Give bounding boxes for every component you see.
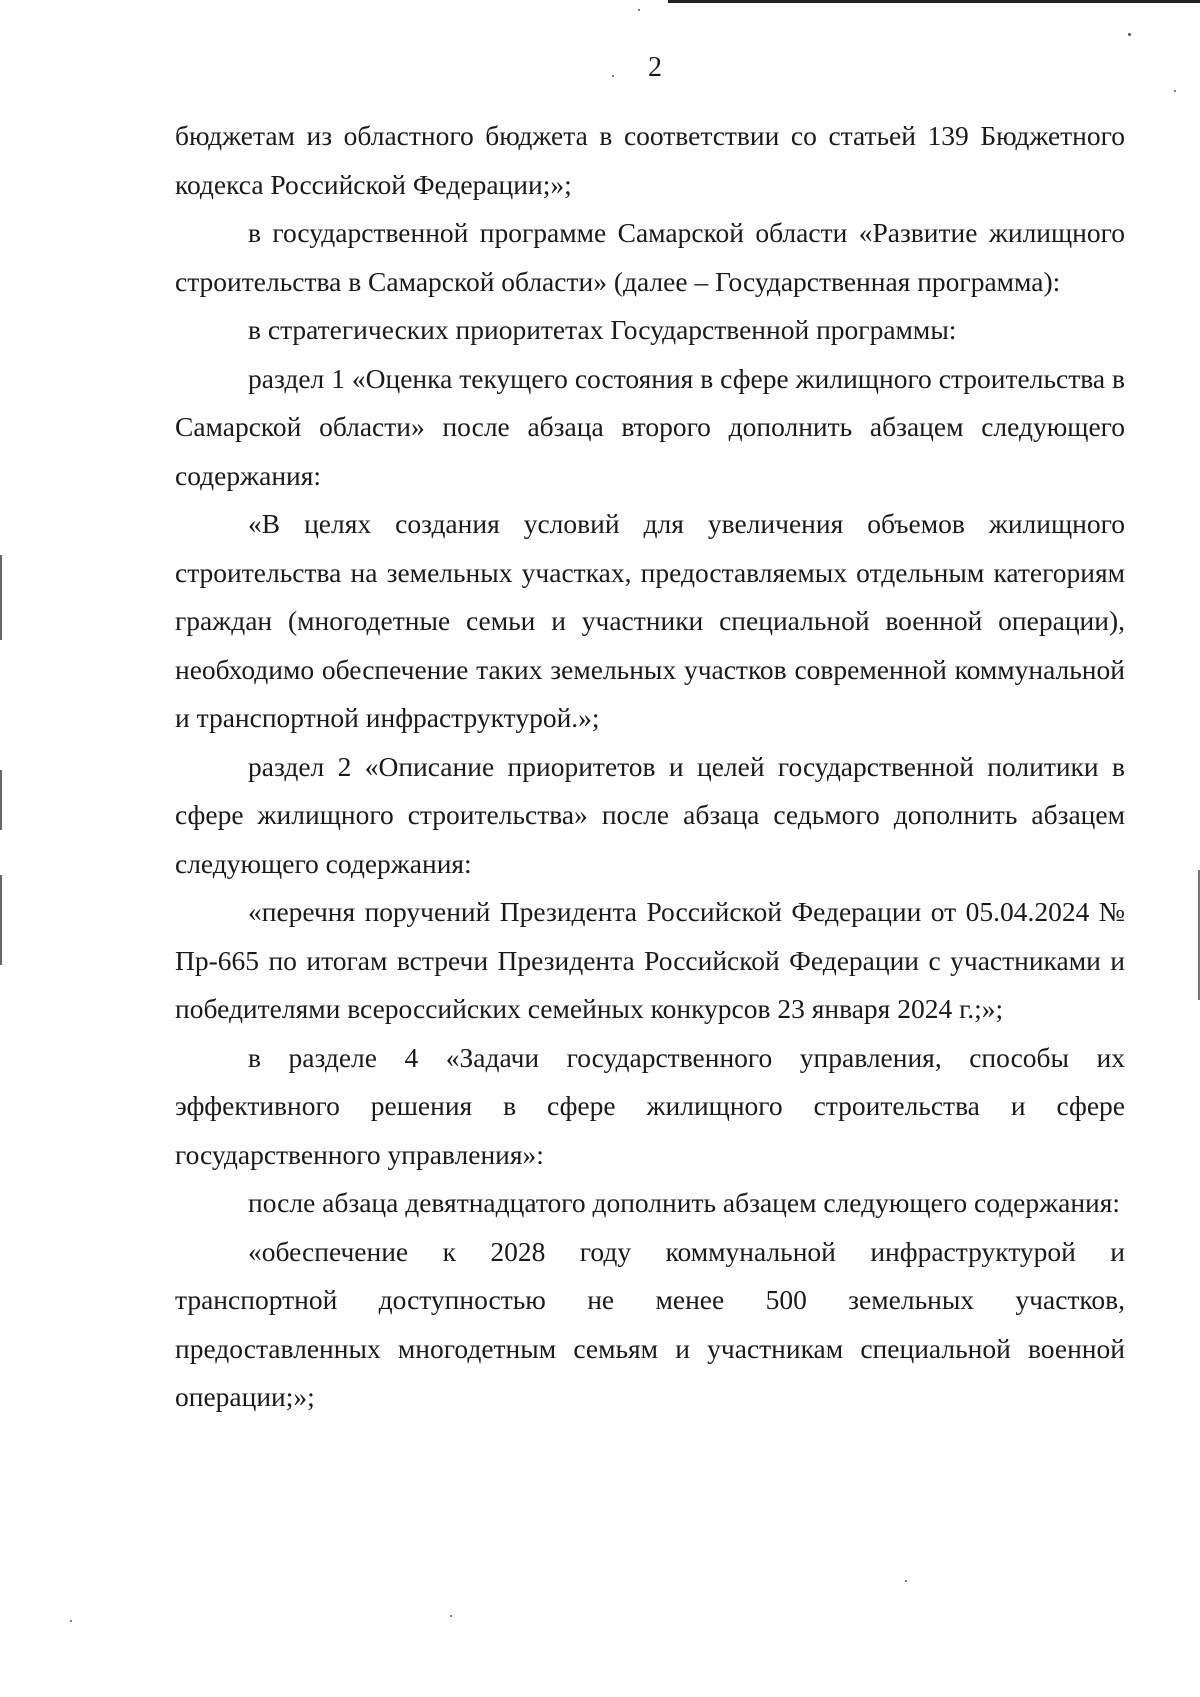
paragraph: бюджетам из областного бюджета в соответствии со статьей 139 Бюджетного кодекса Российской Федерации;»; (175, 120, 1125, 200)
scan-speck (638, 9, 640, 11)
paragraph: после абзаца девятнадцатого дополнить абзацем следующего содержания: (248, 1187, 1121, 1218)
document-body (175, 112, 1125, 1422)
scan-speck (70, 1620, 72, 1622)
scan-edge-mark (0, 770, 2, 830)
scan-edge-line (668, 0, 1200, 3)
paragraph: «В целях создания условий для увеличения объемов жилищного строительства на земельных участках, предоставляемых отдельным категориям граждан (многодетные семьи и участники специальной военной операции), необходимо обеспечение таких земельных участков современной коммунальной и транспортной инфраструктурой.»; (175, 508, 1125, 733)
paragraph: в стратегических приоритетах Государственной программы: (248, 314, 957, 345)
paragraph: в государственной программе Самарской области «Развитие жилищного строительства в Самарской области» (далее – Государственная программа): (175, 217, 1125, 297)
scan-speck (1174, 90, 1176, 92)
scan-edge-mark (0, 555, 2, 640)
paragraph: «обеспечение к 2028 году коммунальной инфраструктурой и транспортной доступностью не менее 500 земельных участков, предоставленных многодетным семьям и участникам специальной военной операции;»; (175, 1235, 1125, 1412)
scan-speck (450, 1615, 452, 1617)
paragraph: «перечня поручений Президента Российской Федерации от 05.04.2024 № Пр-665 по итогам встречи Президента Российской Федерации с участниками и победителями всероссийских семейных конкурсов 23 января 2024 г.;»; (175, 896, 1125, 1024)
scan-speck (905, 1580, 907, 1582)
scan-edge-mark (0, 875, 2, 965)
page-number: 2 (648, 52, 662, 83)
paragraph: раздел 1 «Оценка текущего состояния в сфере жилищного строительства в Самарской области» после абзаца второго дополнить абзацем следующего содержания: (175, 362, 1125, 491)
scan-speck (1128, 33, 1131, 36)
paragraph: в разделе 4 «Задачи государственного управления, способы их эффективного решения в сфере жилищного строительства и сфере государственного управления»: (175, 1041, 1125, 1170)
paragraph: раздел 2 «Описание приоритетов и целей государственной политики в сфере жилищного строительства» после абзаца седьмого дополнить абзацем следующего содержания: (175, 750, 1125, 879)
